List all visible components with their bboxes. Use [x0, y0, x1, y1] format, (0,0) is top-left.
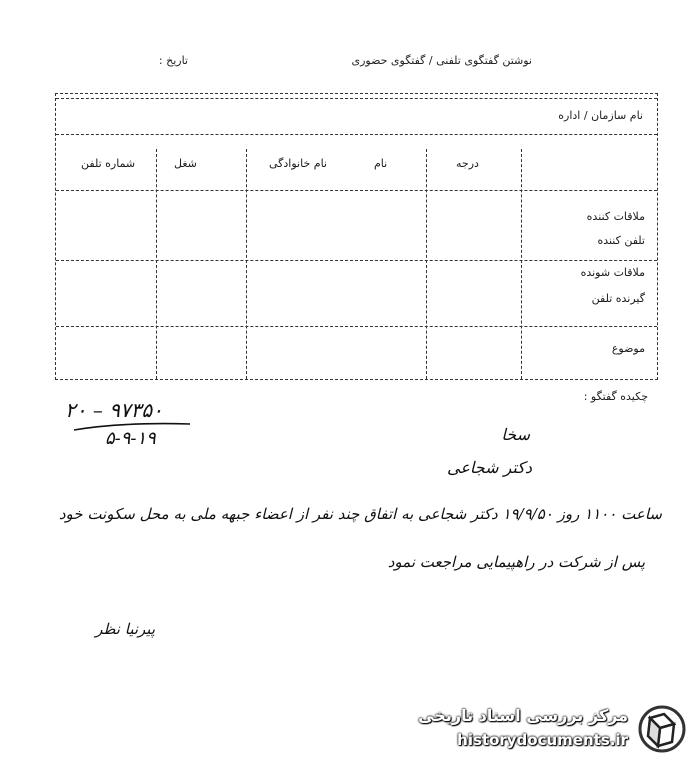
conversation-form-table: [55, 93, 658, 380]
row-label-visited: ملاقات شونده: [580, 266, 645, 279]
col-header-surname: نام خانوادگی: [269, 157, 327, 170]
row1-divider: [56, 260, 657, 261]
col-header-name: نام: [374, 157, 388, 170]
watermark-name: مرکز بررسی اسناد تاریخی: [418, 706, 628, 725]
summary-label: چکیده گفتگو :: [583, 390, 648, 403]
handwritten-reference-date: ۵-۹-۱۹: [105, 428, 156, 449]
organization-label: نام سازمان / اداره: [558, 109, 643, 122]
row-label-subject: موضوع: [611, 342, 645, 355]
handwritten-name-dr-shojaei: دکتر شجاعی: [447, 458, 532, 477]
form-inner-top-rule: [56, 98, 657, 99]
col-header-phone: شماره تلفن: [81, 157, 136, 170]
row-label-caller: تلفن کننده: [597, 234, 645, 247]
handwritten-signature-sakha: سخا: [501, 425, 530, 444]
archive-book-logo-icon: [636, 704, 688, 754]
row-label-visitor: ملاقات کننده: [586, 210, 645, 223]
row-label-receiver: گیرنده تلفن: [591, 292, 645, 305]
form-title: نوشتن گفتگوی تلفنی / گفتگوی حضوری: [351, 54, 532, 67]
handwritten-report-line-1: ساعت ۱۱۰۰ روز ۱۹/۹/۵۰ دکتر شجاعی به اتفاق چند نفر از اعضاء جبهه ملی به محل سکونت خود: [58, 505, 662, 523]
handwritten-signature-bottom: پیرنیا نظر: [95, 620, 155, 638]
handwritten-reference-number: ۲۰ – ۹۷۳۵۰: [65, 398, 163, 422]
col-header-rank: درجه: [456, 157, 479, 170]
col-divider-4: [521, 149, 522, 379]
col-divider-3: [426, 149, 427, 379]
archive-watermark: [405, 700, 690, 758]
header-row-divider: [56, 190, 657, 191]
col-header-occupation: شغل: [174, 157, 197, 170]
col-divider-1: [156, 149, 157, 379]
org-row-divider: [56, 134, 657, 135]
col-divider-2: [246, 149, 247, 379]
row2-divider: [56, 326, 657, 327]
handwritten-report-line-2: پس از شرکت در راهپیمایی مراجعت نمود: [387, 553, 645, 571]
date-label: تاریخ :: [158, 54, 188, 67]
watermark-url: historydocuments.ir: [457, 731, 628, 749]
